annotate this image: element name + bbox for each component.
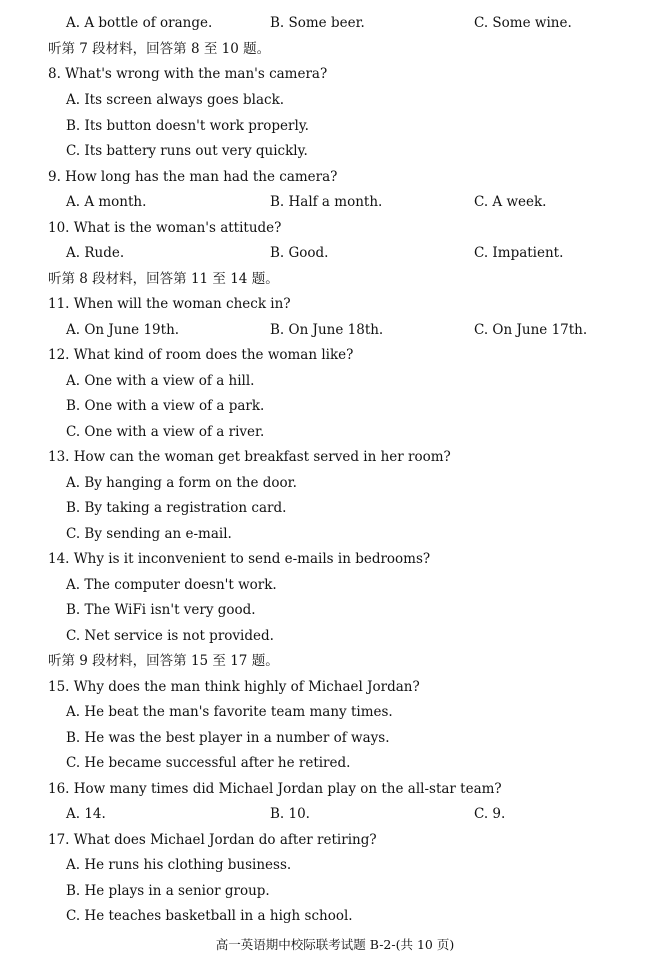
- question-14: 14. Why is it inconvenient to send e-mails in bedrooms?: [48, 551, 431, 567]
- option-a: A. Rude.: [66, 245, 125, 261]
- option-a: A. A bottle of orange.: [66, 15, 213, 31]
- question-13-option-b: B. By taking a registration card.: [66, 500, 287, 516]
- option-a: A. 14.: [66, 806, 106, 822]
- question-17: 17. What does Michael Jordan do after retiring?: [48, 832, 377, 848]
- option-c: C. Impatient.: [474, 245, 564, 261]
- question-13-option-c: C. By sending an e-mail.: [66, 526, 232, 542]
- question-11-options: [0, 319, 670, 341]
- question-8-option-c: C. Its battery runs out very quickly.: [66, 143, 308, 159]
- option-b: B. On June 18th.: [270, 322, 384, 338]
- question-15-option-c: C. He became successful after he retired.: [66, 755, 351, 771]
- option-c: C. On June 17th.: [474, 322, 588, 338]
- option-c: C. Some wine.: [474, 15, 572, 31]
- question-8-option-a: A. Its screen always goes black.: [66, 92, 285, 108]
- question-17-option-a: A. He runs his clothing business.: [66, 857, 292, 873]
- option-b: B. 10.: [270, 806, 310, 822]
- question-15-option-a: A. He beat the man's favorite team many times.: [66, 704, 393, 720]
- question-8: 8. What's wrong with the man's camera?: [48, 66, 328, 82]
- option-b: B. Good.: [270, 245, 329, 261]
- question-12-option-c: C. One with a view of a river.: [66, 424, 265, 440]
- question-13-option-a: A. By hanging a form on the door.: [66, 475, 297, 491]
- question-17-option-c: C. He teaches basketball in a high school.: [66, 908, 353, 924]
- question-14-option-a: A. The computer doesn't work.: [66, 577, 277, 593]
- question-16-options: [0, 803, 670, 825]
- section-heading: 听第 8 段材料，回答第 11 至 14 题。: [48, 271, 279, 287]
- question-17-option-b: B. He plays in a senior group.: [66, 883, 270, 899]
- question-16: 16. How many times did Michael Jordan play on the all-star team?: [48, 781, 502, 797]
- section-heading: 听第 7 段材料，回答第 8 至 10 题。: [48, 41, 271, 57]
- option-c: C. 9.: [474, 806, 506, 822]
- question-9-options: [0, 191, 670, 213]
- question-8-option-b: B. Its button doesn't work properly.: [66, 118, 309, 134]
- question-13: 13. How can the woman get breakfast served in her room?: [48, 449, 451, 465]
- question-12-option-a: A. One with a view of a hill.: [66, 373, 255, 389]
- question-10: 10. What is the woman's attitude?: [48, 220, 282, 236]
- question-14-option-b: B. The WiFi isn't very good.: [66, 602, 256, 618]
- option-a: A. A month.: [66, 194, 147, 210]
- question-9: 9. How long has the man had the camera?: [48, 169, 338, 185]
- page-footer: 高一英语期中校际联考试题 B-2-(共 10 页): [215, 937, 455, 952]
- option-row: [0, 12, 670, 34]
- question-14-option-c: C. Net service is not provided.: [66, 628, 274, 644]
- question-15-option-b: B. He was the best player in a number of ways.: [66, 730, 390, 746]
- question-12-option-b: B. One with a view of a park.: [66, 398, 265, 414]
- question-10-options: [0, 242, 670, 264]
- question-11: 11. When will the woman check in?: [48, 296, 291, 312]
- option-a: A. On June 19th.: [66, 322, 180, 338]
- option-b: B. Some beer.: [270, 15, 365, 31]
- question-12: 12. What kind of room does the woman like?: [48, 347, 354, 363]
- option-b: B. Half a month.: [270, 194, 383, 210]
- option-c: C. A week.: [474, 194, 547, 210]
- section-heading: 听第 9 段材料，回答第 15 至 17 题。: [48, 653, 279, 669]
- question-15: 15. Why does the man think highly of Michael Jordan?: [48, 679, 420, 695]
